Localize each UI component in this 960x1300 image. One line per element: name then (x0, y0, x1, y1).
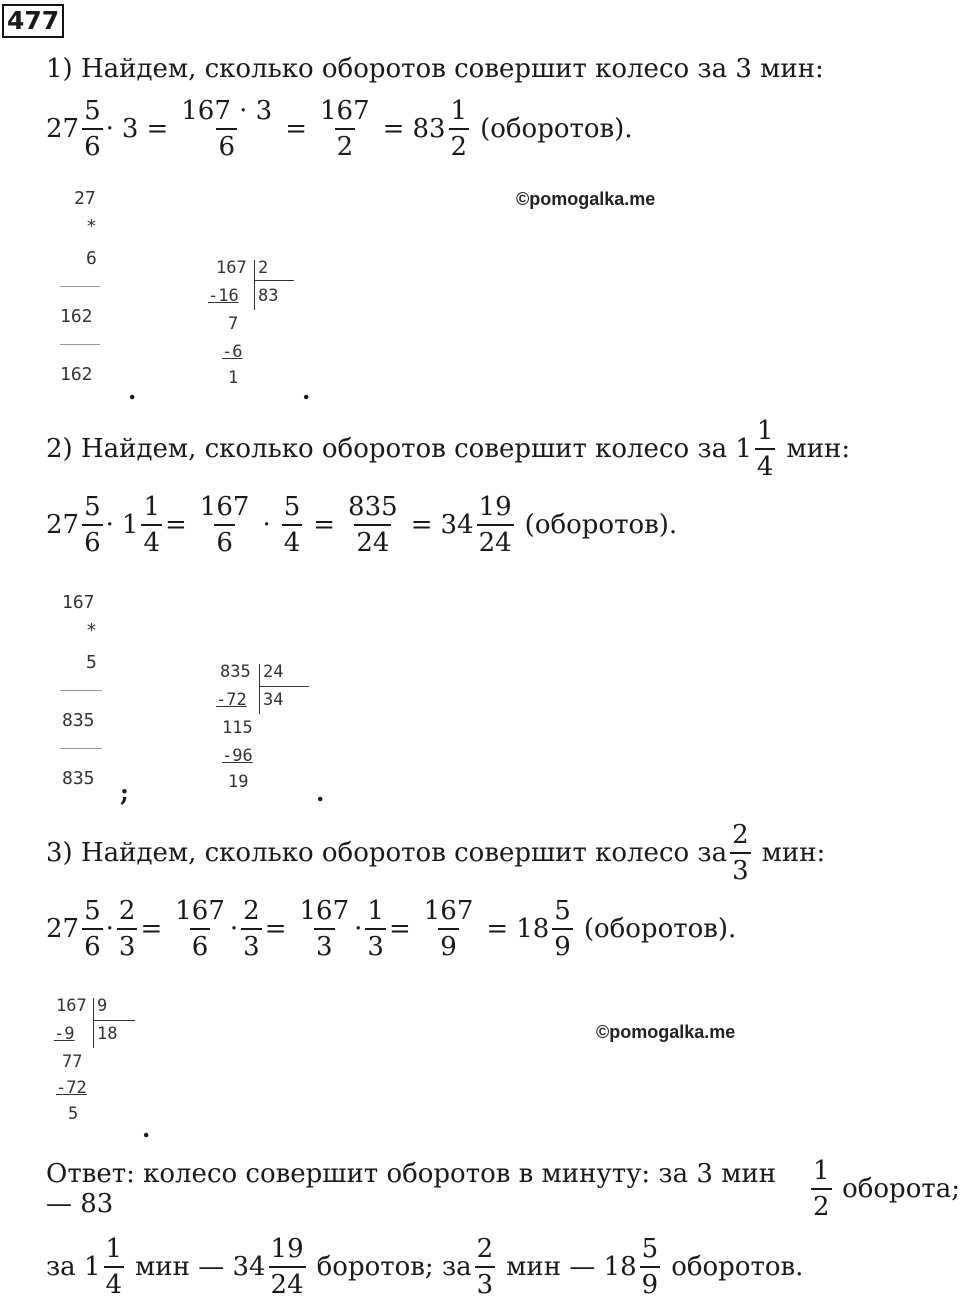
subtrahend: -16 (208, 286, 239, 306)
mult-sign: * (86, 620, 97, 641)
answer-text: мин — 18 (506, 1252, 637, 1282)
fraction: $\frac{1}{2}$ (812, 1156, 830, 1222)
fraction: $\frac{1}{4}$ (756, 416, 774, 482)
subtrahend: -72 (56, 1078, 87, 1098)
mixed-whole: 27 (46, 510, 80, 540)
subtrahend: -6 (222, 342, 243, 362)
divisor: 9 (97, 996, 108, 1016)
step3-heading (46, 822, 825, 884)
mult-top: 27 (74, 188, 96, 209)
mult-sign: · (354, 914, 363, 944)
subtrahend: -72 (216, 690, 247, 710)
divider (60, 286, 100, 287)
mult-product: 835 (62, 768, 95, 789)
dividend: 167 (56, 996, 87, 1016)
answer-line-2 (46, 1236, 803, 1298)
answer-text: оборотов. (671, 1252, 804, 1282)
answer-text: мин — 34 (135, 1252, 266, 1282)
answer-text: боротов; за (316, 1252, 472, 1282)
fraction: $\frac{167 \cdot 3}{6}$ (181, 96, 273, 162)
separator: . (142, 1114, 151, 1143)
division-bar (259, 664, 260, 714)
equals-sign: = (140, 914, 163, 944)
mixed-whole: 18 (516, 914, 550, 944)
fraction: $\frac{1}{2}$ (450, 96, 468, 162)
unit-label: (оборотов). (524, 510, 678, 540)
division-bar (93, 998, 94, 1048)
mult-bottom: 6 (86, 248, 97, 269)
mult-bottom: 5 (86, 652, 97, 673)
mult-product: 835 (62, 710, 95, 731)
separator: . (302, 376, 311, 405)
separator: . (128, 376, 137, 405)
fraction: $\frac{19}{24}$ (478, 492, 512, 558)
unit-label: (оборотов). (480, 114, 633, 144)
fraction: $\frac{2}{3}$ (732, 820, 749, 886)
heading-text: мин: (786, 434, 851, 464)
fraction: $\frac{835}{24}$ (348, 492, 398, 558)
problem-number: 477 (2, 4, 64, 38)
fraction: $\frac{19}{24}$ (270, 1234, 304, 1300)
divider (60, 690, 102, 691)
fraction: $\frac{2}{3}$ (118, 896, 136, 962)
mixed-whole: 34 (440, 510, 474, 540)
heading-text: 2) Найдем, сколько оборотов совершит колесо за 1 (46, 434, 752, 464)
fraction: $\frac{167}{6}$ (175, 896, 225, 962)
quotient: 83 (258, 286, 279, 306)
remainder: 1 (228, 368, 239, 388)
heading-text: мин: (761, 838, 826, 868)
subtrahend: -96 (222, 746, 253, 766)
step2-heading (46, 418, 850, 480)
step3-equation (46, 898, 736, 960)
division-line (259, 686, 309, 687)
equals-sign: = (146, 114, 169, 144)
remainder: 5 (68, 1104, 79, 1124)
subtrahend: -9 (54, 1024, 75, 1044)
watermark: ©pomogalka.me (516, 189, 656, 209)
divider (60, 344, 100, 345)
mult-sign: · (262, 510, 271, 540)
operand: 3 (121, 114, 139, 144)
mult-sign: · (105, 510, 114, 540)
fraction: $\frac{167}{3}$ (299, 896, 350, 962)
watermark: ©pomogalka.me (596, 1022, 736, 1042)
dividend: 835 (220, 662, 251, 682)
equals-sign: = (410, 510, 433, 540)
divisor: 2 (258, 258, 269, 278)
divider (60, 748, 102, 749)
divisor: 24 (263, 662, 284, 682)
mixed-whole: 1 (121, 510, 139, 540)
fraction: $\frac{167}{6}$ (199, 492, 250, 558)
mixed-whole: 83 (412, 114, 446, 144)
step2-equation (46, 494, 677, 556)
mult-sign: · (229, 914, 239, 944)
division-line (93, 1020, 135, 1021)
equals-sign: = (486, 914, 509, 944)
remainder: 115 (222, 718, 253, 738)
quotient: 18 (97, 1024, 118, 1044)
remainder: 19 (228, 772, 249, 792)
separator: ; (120, 778, 129, 807)
fraction: $\frac{2}{3}$ (476, 1234, 494, 1300)
answer-text: оборота; (842, 1174, 960, 1204)
equals-sign: = (165, 510, 187, 540)
answer-text: Ответ: колесо совершит оборотов в минуту: за 3 мин — 83 (46, 1159, 777, 1219)
fraction: $\frac{167}{9}$ (423, 896, 474, 962)
dividend: 167 (216, 258, 247, 278)
mult-sign: · (105, 914, 114, 944)
mult-top: 167 (62, 592, 95, 613)
fraction: $\frac{5}{4}$ (283, 492, 301, 558)
answer-line-1 (46, 1158, 960, 1220)
equals-sign: = (264, 914, 287, 944)
equals-sign: = (388, 914, 411, 944)
fraction: $\frac{5}{9}$ (554, 896, 571, 962)
fraction: $\frac{5}{6}$ (84, 96, 101, 162)
quotient: 34 (263, 690, 284, 710)
equals-sign: = (313, 510, 336, 540)
division-line (254, 280, 294, 281)
fraction: $\frac{1}{4}$ (105, 1234, 123, 1300)
unit-label: (оборотов). (583, 914, 737, 944)
mult-sign: * (86, 216, 97, 237)
remainder: 7 (228, 314, 239, 334)
mult-sign: · (105, 114, 114, 144)
step1-equation (46, 98, 633, 160)
mult-product: 162 (60, 306, 93, 327)
fraction: $\frac{1}{4}$ (143, 492, 160, 558)
step1-heading: 1) Найдем, сколько оборотов совершит колесо за 3 мин: (46, 54, 824, 84)
fraction: $\frac{5}{9}$ (641, 1234, 659, 1300)
fraction: $\frac{2}{3}$ (243, 896, 260, 962)
fraction: $\frac{1}{3}$ (367, 896, 384, 962)
division-bar (254, 260, 255, 310)
fraction: $\frac{5}{6}$ (84, 492, 101, 558)
mixed-whole: 27 (46, 914, 80, 944)
fraction: $\frac{5}{6}$ (84, 896, 101, 962)
separator: . (316, 778, 325, 807)
equals-sign: = (382, 114, 405, 144)
fraction: $\frac{167}{2}$ (320, 96, 370, 162)
heading-text: 3) Найдем, сколько оборотов совершит колесо за (46, 838, 728, 868)
answer-text: за 1 (46, 1252, 101, 1282)
mult-product: 162 (60, 364, 93, 385)
remainder: 77 (62, 1052, 83, 1072)
mixed-whole: 27 (46, 114, 80, 144)
equals-sign: = (285, 114, 308, 144)
